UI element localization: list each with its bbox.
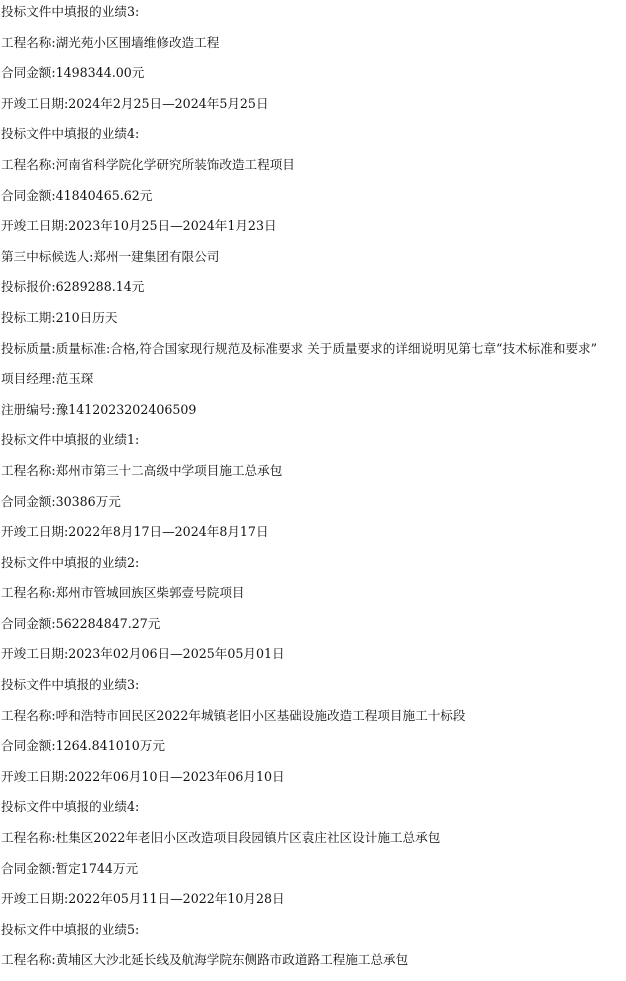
contract-amount: 合同金额:30386万元 (1, 493, 121, 509)
construction-period: 开竣工日期:2022年06月10日—2023年06月10日 (1, 768, 285, 784)
contract-amount: 合同金额:41840465.62元 (1, 187, 153, 203)
performance-4-heading: 投标文件中填报的业绩4: (1, 799, 140, 815)
project-name: 工程名称:郑州市管城回族区柴郭壹号院项目 (1, 585, 245, 601)
performance-1-heading: 投标文件中填报的业绩1: (1, 432, 140, 448)
construction-period: 开竣工日期:2023年02月06日—2025年05月01日 (1, 646, 285, 662)
construction-period: 开竣工日期:2022年8月17日—2024年8月17日 (1, 524, 269, 540)
project-name: 工程名称:河南省科学院化学研究所装饰改造工程项目 (1, 156, 295, 172)
contract-amount: 合同金额:1264.841010万元 (1, 738, 165, 754)
project-manager: 项目经理:范玉琛 (1, 371, 94, 387)
bid-price: 投标报价:6289288.14元 (1, 279, 145, 295)
construction-period: 开竣工日期:2022年05月11日—2022年10月28日 (1, 891, 285, 907)
project-name: 工程名称:杜集区2022年老旧小区改造项目段园镇片区袁庄社区设计施工总承包 (1, 830, 441, 846)
contract-amount: 合同金额:暂定1744万元 (1, 860, 139, 876)
third-candidate: 第三中标候选人:郑州一建集团有限公司 (1, 248, 220, 264)
project-name: 工程名称:湖光苑小区围墙维修改造工程 (1, 34, 220, 50)
performance-4-heading: 投标文件中填报的业绩4: (1, 126, 140, 142)
registration-number: 注册编号:豫1412023202406509 (1, 401, 197, 417)
performance-5-heading: 投标文件中填报的业绩5: (1, 921, 140, 937)
bid-duration: 投标工期:210日历天 (1, 309, 118, 325)
performance-2-heading: 投标文件中填报的业绩2: (1, 554, 140, 570)
performance-3-heading: 投标文件中填报的业绩3: (1, 677, 140, 693)
contract-amount: 合同金额:562284847.27元 (1, 615, 161, 631)
project-name: 工程名称:呼和浩特市回民区2022年城镇老旧小区基础设施改造工程项目施工十标段 (1, 707, 466, 723)
bid-quality: 投标质量:质量标准:合格,符合国家现行规范及标准要求 关于质量要求的详细说明见第七章“技术标准和要求” (1, 340, 598, 356)
contract-amount: 合同金额:1498344.00元 (1, 65, 145, 81)
construction-period: 开竣工日期:2023年10月25日—2024年1月23日 (1, 218, 277, 234)
performance-3-heading: 投标文件中填报的业绩3: (1, 4, 140, 19)
project-name: 工程名称:郑州市第三十二高级中学项目施工总承包 (1, 462, 283, 478)
project-name: 工程名称:黄埔区大沙北延长线及航海学院东侧路市政道路工程施工总承包 (1, 952, 409, 968)
construction-period: 开竣工日期:2024年2月25日—2024年5月25日 (1, 95, 269, 111)
